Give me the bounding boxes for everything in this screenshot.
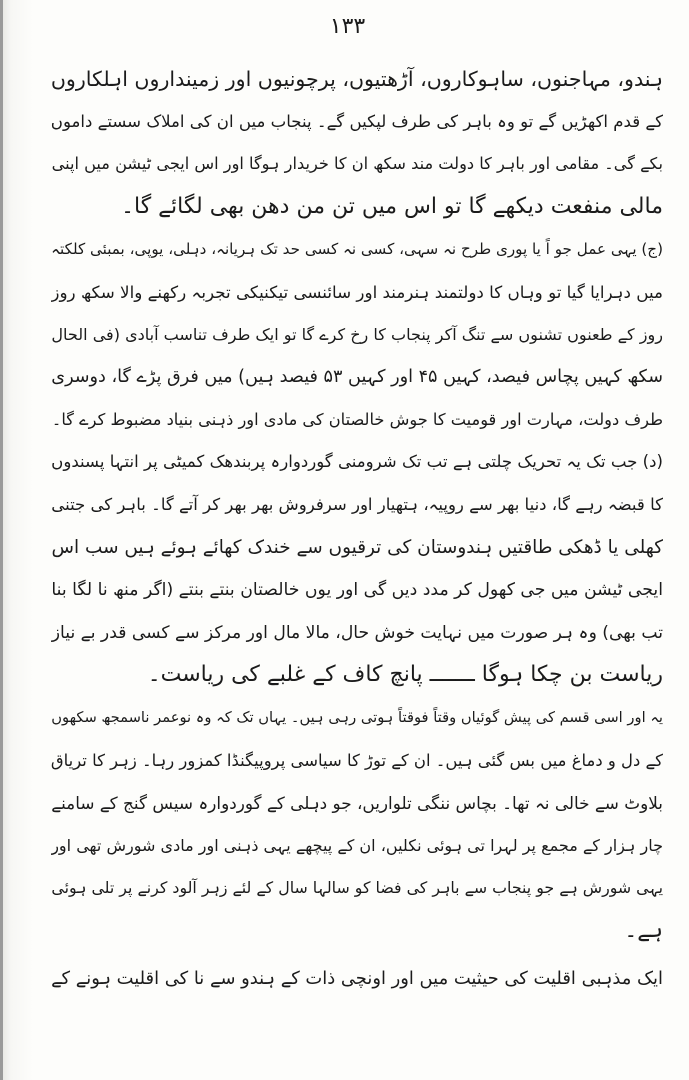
text-line: ہے۔ xyxy=(624,917,663,943)
text-line: یہی شورش ہے جو پنجاب سے باہر کی فضا کو سالہا سال کے لئے زہر آلود کرنے پر تلی ہوئی xyxy=(51,878,663,898)
text-line: کے قدم اکھڑیں گے تو وہ باہر کی طرف لپکیں گے۔ پنجاب میں ان کی املاک سستے داموں xyxy=(51,111,663,131)
text-line: تب بھی) وہ ہر صورت میں نہایت خوش حال، مالا مال اور مرکز سے کسی قدر بے نیاز xyxy=(51,622,663,643)
text-line: کے دل و دماغ میں بس گئی ہیں۔ ان کے توڑ کا سیاسی پروپیگنڈا کمزور رہا۔ زہر کا تریاق xyxy=(51,750,663,770)
text-line: ہندو، مہاجنوں، ساہوکاروں، آڑھتیوں، پرچونیوں اور زمینداروں اہلکاروں xyxy=(51,67,663,91)
page-number: ١٣٣ xyxy=(329,14,366,39)
text-line: بلاوٹ سے خالی نہ تھا۔ بچاس ننگی تلواریں، جو دہلی کے گوردوارہ سیس گنج کے سامنے xyxy=(51,793,663,814)
text-line: یہ اور اسی قسم کی پیش گوئیاں وقتاً فوقتاً ہوتی رہی ہیں۔ یہاں تک کہ وہ نوعمر ناسمجھ سکھوں xyxy=(51,708,663,726)
text-line: ایک مذہبی اقلیت کی حیثیت میں اور اونچی ذات کے ہندو سے نا کی اقلیت ہونے کے xyxy=(51,968,663,990)
text-line: کا قبضہ رہے گا، دنیا بھر سے روپیہ، ہتھیار اور سرفروش بھر بھر کر آتے گا۔ باہر کی جتنی xyxy=(51,494,663,514)
text-line: مالی منفعت دیکھے گا تو اس میں تن من دھن بھی لگائے گا۔ xyxy=(121,193,663,219)
text-line: سکھ کہیں پچاس فیصد، کہیں ۴۵ اور کہیں ۵۳ فیصد ہیں) میں فرق پڑے گا، دوسری xyxy=(51,367,663,388)
text-line: ریاست بن چکا ہوگا ـــــــ پانچ کاف کے غلبے کی ریاست۔ xyxy=(147,662,663,688)
text-line: چار ہزار کے مجمع پر لہرا تی ہوئی نکلیں، ان کے پیچھے یہی ذہنی اور مادی شورش تھی اور xyxy=(51,835,663,855)
text-line: طرف دولت، مہارت اور قومیت کا جوش خالصتان کی مادی اور ذہنی بنیاد مضبوط کرے گا۔ xyxy=(51,409,663,429)
text-line: بکے گی۔ مقامی اور باہر کا دولت مند سکھ ان کا خریدار ہوگا اور اس ایجی ٹیشن میں اپنی xyxy=(51,154,663,174)
text-line: کھلی یا ڈھکی طاقتیں ہندوستان کی ترقیوں سے خندک کھائے ہوئے ہیں سب اس xyxy=(51,536,663,558)
text-line: (ج) یہی عمل جو اً یا پوری طرح نہ سہی، کسی نہ کسی حد تک ہریانہ، دہلی، یوپی، بمبئی کلکتہ xyxy=(51,240,663,259)
body-text xyxy=(51,58,663,1001)
text-line: ایجی ٹیشن میں جی کھول کر مدد دیں گی اور یوں خالصتان بنتے بنتے (اگر منھ نا لگا بنا xyxy=(51,580,663,601)
text-line: روز کے طعنوں تشنوں سے تنگ آکر پنجاب کا رخ کرے گا تو ایک طرف تناسب آبادی (فی الحال xyxy=(51,324,663,344)
text-line: میں دہرایا گیا تو وہاں کا دولتمند ہنرمند اور سائنسی تیکنیکی تجربہ رکھنے والا سکھ روز xyxy=(51,281,663,302)
text-line: (د) جب تک یہ تحریک چلتی ہے تب تک شرومنی گوردوارہ پربندھک کمیٹی پر انتہا پسندوں xyxy=(51,452,663,472)
